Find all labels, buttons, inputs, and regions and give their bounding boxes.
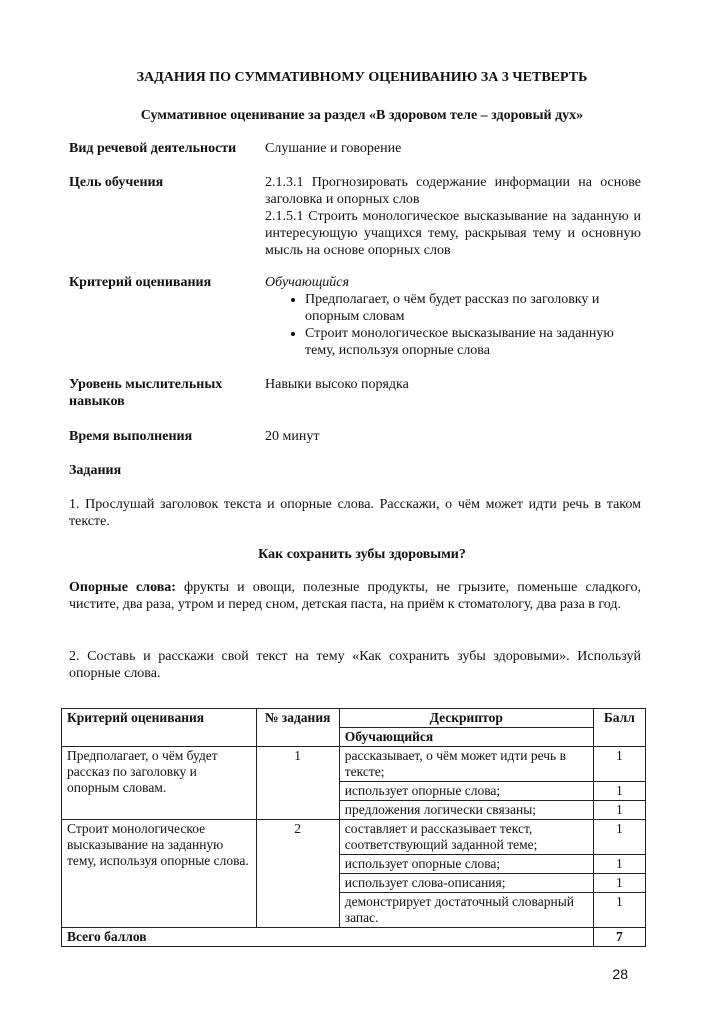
row1-score-1: 1 (593, 747, 645, 782)
row1-task-number: 1 (256, 747, 339, 820)
row2-descriptor-4: демонстрирует достаточный словарный запас. (339, 893, 593, 928)
table-row (62, 747, 646, 782)
table-header-row (62, 709, 646, 728)
table-row (62, 820, 646, 855)
header-student: Обучающийся (339, 728, 593, 747)
keywords-label: Опорные слова: (69, 580, 176, 595)
goal-value (265, 174, 641, 259)
row2-score-4: 1 (593, 893, 645, 928)
header-task-number: № задания (256, 709, 339, 747)
task-1: 1. Прослушай заголовок текста и опорные слова. Расскажи, о чём может идти речь в таком тексте. (69, 497, 641, 529)
text-title: Как сохранить зубы здоровыми? (258, 547, 466, 562)
tasks-heading: Задания (69, 463, 122, 478)
row1-descriptor-1: рассказывает, о чём может идти речь в тексте; (339, 747, 593, 782)
grading-table (61, 708, 646, 947)
header-criteria: Критерий оценивания (62, 709, 257, 747)
criteria-item-2: • Строит монологическое высказывание на заданную тему, используя опорные слова (305, 325, 641, 359)
criteria-list (265, 291, 641, 359)
header-score: Балл (593, 709, 645, 747)
time-value: 20 минут (265, 429, 320, 444)
row1-descriptor-3: предложения логически связаны; (339, 801, 593, 820)
criteria-value (265, 274, 641, 359)
section-subtitle: Суммативное оценивание за раздел «В здоровом теле – здоровый дух» (140, 108, 584, 123)
total-value: 7 (593, 928, 645, 947)
level-value: Навыки высоко порядка (265, 377, 409, 392)
row2-descriptor-2: использует опорные слова; (339, 855, 593, 874)
row2-descriptor-1: составляет и рассказывает текст, соответствующий заданной теме; (339, 820, 593, 855)
row1-criteria: Предполагает, о чём будет рассказ по заголовку и опорным словам. (62, 747, 257, 820)
criteria-label: Критерий оценивания (69, 275, 212, 290)
row2-score-1: 1 (593, 820, 645, 855)
row2-score-2: 1 (593, 855, 645, 874)
goal-item-2: 2.1.5.1 Строить монологическое высказывание на заданную и интересующую учащихся тему, раскрывая тему и основную мысль на основе опорных слов (265, 209, 641, 258)
table-total-row (62, 928, 646, 947)
page-title: ЗАДАНИЯ ПО СУММАТИВНОМУ ОЦЕНИВАНИЮ ЗА 3 ЧЕТВЕРТЬ (136, 70, 588, 85)
row2-task-number: 2 (256, 820, 339, 928)
header-descriptor: Дескриптор (339, 709, 593, 728)
goal-item-1: 2.1.3.1 Прогнозировать содержание информации на основе заголовка и опорных слов (265, 175, 641, 207)
page-number: 28 (612, 966, 628, 982)
total-label: Всего баллов (62, 928, 594, 947)
criteria-item-1: • Предполагает, о чём будет рассказ по заголовку и опорным словам (305, 291, 641, 325)
criteria-intro: Обучающийся (265, 275, 350, 290)
row1-descriptor-2: использует опорные слова; (339, 782, 593, 801)
level-label: Уровень мыслительных навыков (69, 377, 223, 409)
activity-value: Слушание и говорение (265, 141, 402, 156)
time-label: Время выполнения (69, 429, 193, 444)
row2-criteria: Строит монологическое высказывание на заданную тему, используя опорные слова. (62, 820, 257, 928)
row2-score-3: 1 (593, 874, 645, 893)
row1-score-3: 1 (593, 801, 645, 820)
keywords-paragraph (69, 579, 641, 613)
row1-score-2: 1 (593, 782, 645, 801)
activity-label: Вид речевой деятельности (69, 141, 237, 156)
row2-descriptor-3: использует слова-описания; (339, 874, 593, 893)
task-2: 2. Составь и расскажи свой текст на тему «Как сохранить зубы здоровыми». Используй опорные слова. (69, 649, 641, 681)
goal-label: Цель обучения (69, 175, 164, 190)
keywords-text: фрукты и овощи, полезные продукты, не грызите, поменьше сладкого, чистите, два раза, утром и перед сном, детская паста, на приём к стоматологу, два раза в год. (69, 580, 641, 612)
